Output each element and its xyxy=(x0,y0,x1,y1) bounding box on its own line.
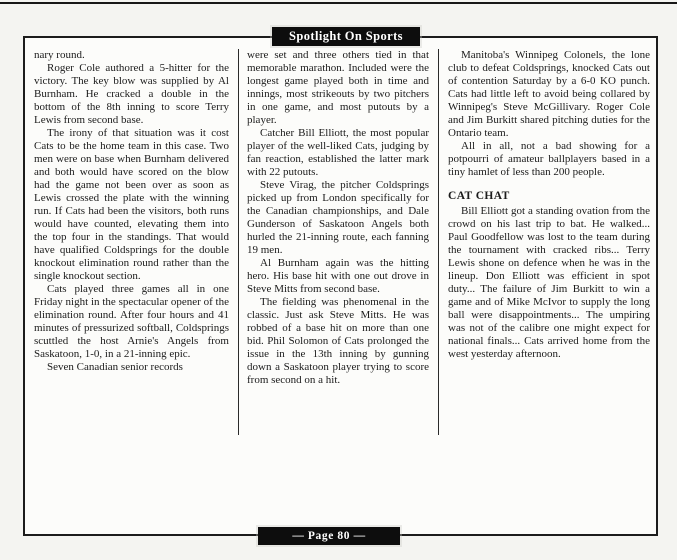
article-column-2 xyxy=(238,49,438,435)
header-banner xyxy=(272,27,420,46)
paragraph: Steve Virag, the pitcher Coldsprings picked up from London specifically for the Canadian championships, and Dale Gunderson of Saskatoon Angels both hurled the 21-inning route, each fanning 19 men. xyxy=(247,179,429,256)
section-heading: CAT CHAT xyxy=(448,190,510,202)
paragraph: Al Burnham again was the hitting hero. His base hit with one out drove in Steve Mitts from second base. xyxy=(247,257,429,295)
article-columns xyxy=(34,49,650,435)
paragraph: The irony of that situation was it cost Cats to be the home team in this case. Two men were on base when Burnham delivered and both would have scored on the blow had the game not been over as soon as Lewis crossed the plate with the winning run. If Cats had been the visitors, both runs would have counted, elevating them into the top four in the standings. That would have qualified Coldsprings for the double knockout elimination round rather than the single knockout section. xyxy=(34,127,229,282)
article-column-3 xyxy=(438,49,650,435)
header-banner-label: Spotlight On Sports xyxy=(289,29,403,43)
article-column-1 xyxy=(34,49,238,435)
paragraph: All in all, not a bad showing for a potpourri of amateur ballplayers based in a tiny hamlet of less than 200 people. xyxy=(448,140,650,178)
paragraph: were set and three others tied in that memorable marathon. Included were the longest game played both in time and innings, most strikeouts by two pitchers in one game, and most putouts by a player. xyxy=(247,49,429,126)
paragraph: Bill Elliott got a standing ovation from the crowd on his last trip to bat. He walked... Paul Goodfellow was lost to the team during the tournament with cracked ribs... Terry Lewis shone on defence when he was in the lineup. Don Elliott was efficient in spot duty... The failure of Jim Burkitt to win a game and of Mike McIvor to supply the long ball were disappointments... The umpiring was not of the calibre one might expect for national finals... Cats arrived home from the west yesterday afternoon. xyxy=(448,205,650,360)
page-top-rule xyxy=(0,2,677,4)
footer-banner xyxy=(258,527,400,545)
paragraph: Seven Canadian senior records xyxy=(47,361,183,373)
page-number-label: — Page 80 — xyxy=(292,530,366,542)
paragraph: Manitoba's Winnipeg Colonels, the lone club to defeat Coldsprings, knocked Cats out of contention Saturday by a 6-0 KO punch. Cats had little left to avoid being collared by Winnipeg's Steve McGillivary. Roger Cole and Jim Burkitt shared pitching duties for the Ontario team. xyxy=(448,49,650,139)
paragraph: Cats played three games all in one Friday night in the spectacular opener of the elimination round. After four hours and 41 minutes of pressurized softball, Coldsprings scuttled the host Arnie's Angels from Saskatoon, 1-0, in a 21-inning epic. xyxy=(34,283,229,360)
paragraph: Roger Cole authored a 5-hitter for the victory. The key blow was supplied by Al Burnham. He cracked a double in the bottom of the 8th inning to score Terry Lewis from second base. xyxy=(34,62,229,126)
paragraph: The fielding was phenomenal in the classic. Just ask Steve Mitts. He was robbed of a base hit on more than one bid. Phil Solomon of Cats prolonged the issue in the 13th inning by gunning down a Saskatoon player trying to score from second on a hit. xyxy=(247,296,429,386)
paragraph: Catcher Bill Elliott, the most popular player of the well-liked Cats, judging by fan reaction, established the latter mark with 22 putouts. xyxy=(247,127,429,178)
paragraph: nary round. xyxy=(34,49,85,61)
